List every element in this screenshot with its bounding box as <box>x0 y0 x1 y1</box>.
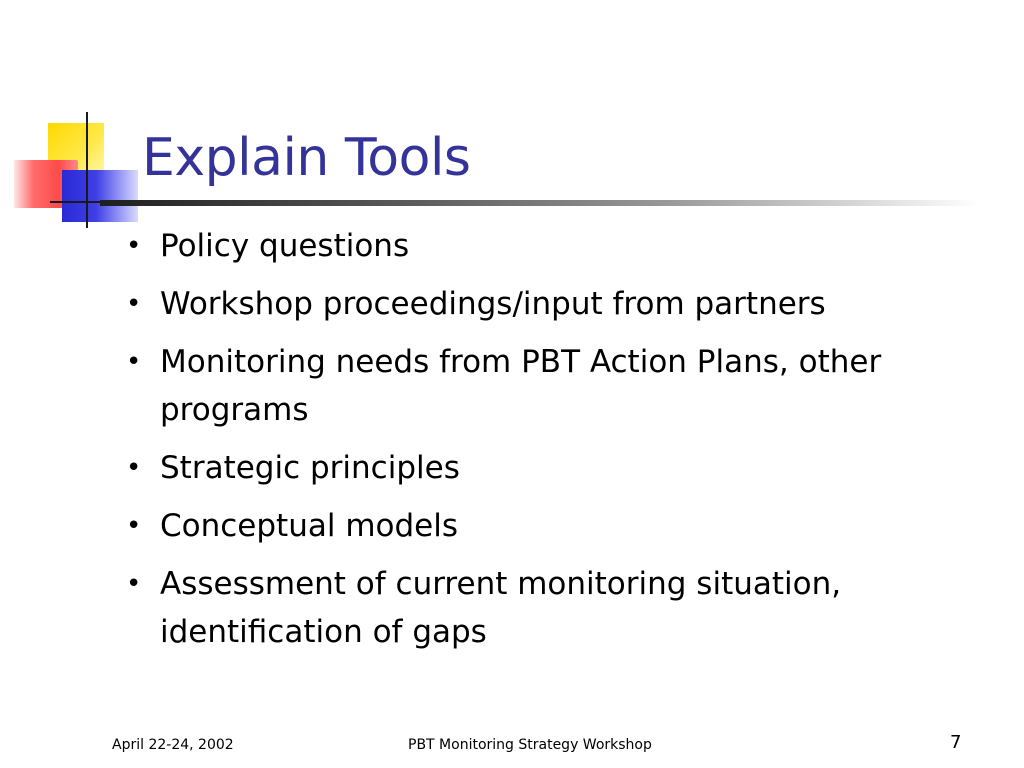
bullet-text: Assessment of current monitoring situation, identification of gaps <box>160 566 842 650</box>
bullet-item <box>122 502 992 550</box>
logo-vertical-line <box>86 112 88 228</box>
bullet-item <box>122 560 992 656</box>
bullet-point-icon: • <box>126 569 142 599</box>
bullet-point-icon: • <box>126 289 142 319</box>
bullet-item <box>122 444 992 492</box>
bullet-point-icon: • <box>126 347 142 377</box>
bullet-list <box>122 222 992 666</box>
footer-date: April 22-24, 2002 <box>112 737 234 753</box>
bullet-text: Workshop proceedings/input from partners <box>160 286 826 322</box>
bullet-text: Monitoring needs from PBT Action Plans, other programs <box>160 344 882 428</box>
blue-square-shape <box>62 170 138 222</box>
bullet-item <box>122 280 992 328</box>
title-underline-divider <box>100 200 980 206</box>
bullet-text: Policy questions <box>160 228 410 264</box>
footer-title: PBT Monitoring Strategy Workshop <box>408 737 652 753</box>
bullet-point-icon: • <box>126 453 142 483</box>
slide-title: Explain Tools <box>142 128 471 188</box>
bullet-item <box>122 222 992 270</box>
bullet-point-icon: • <box>126 511 142 541</box>
bullet-point-icon: • <box>126 231 142 261</box>
bullet-text: Conceptual models <box>160 508 458 544</box>
page-number: 7 <box>950 732 962 753</box>
bullet-item <box>122 338 992 434</box>
bullet-text: Strategic principles <box>160 450 460 486</box>
